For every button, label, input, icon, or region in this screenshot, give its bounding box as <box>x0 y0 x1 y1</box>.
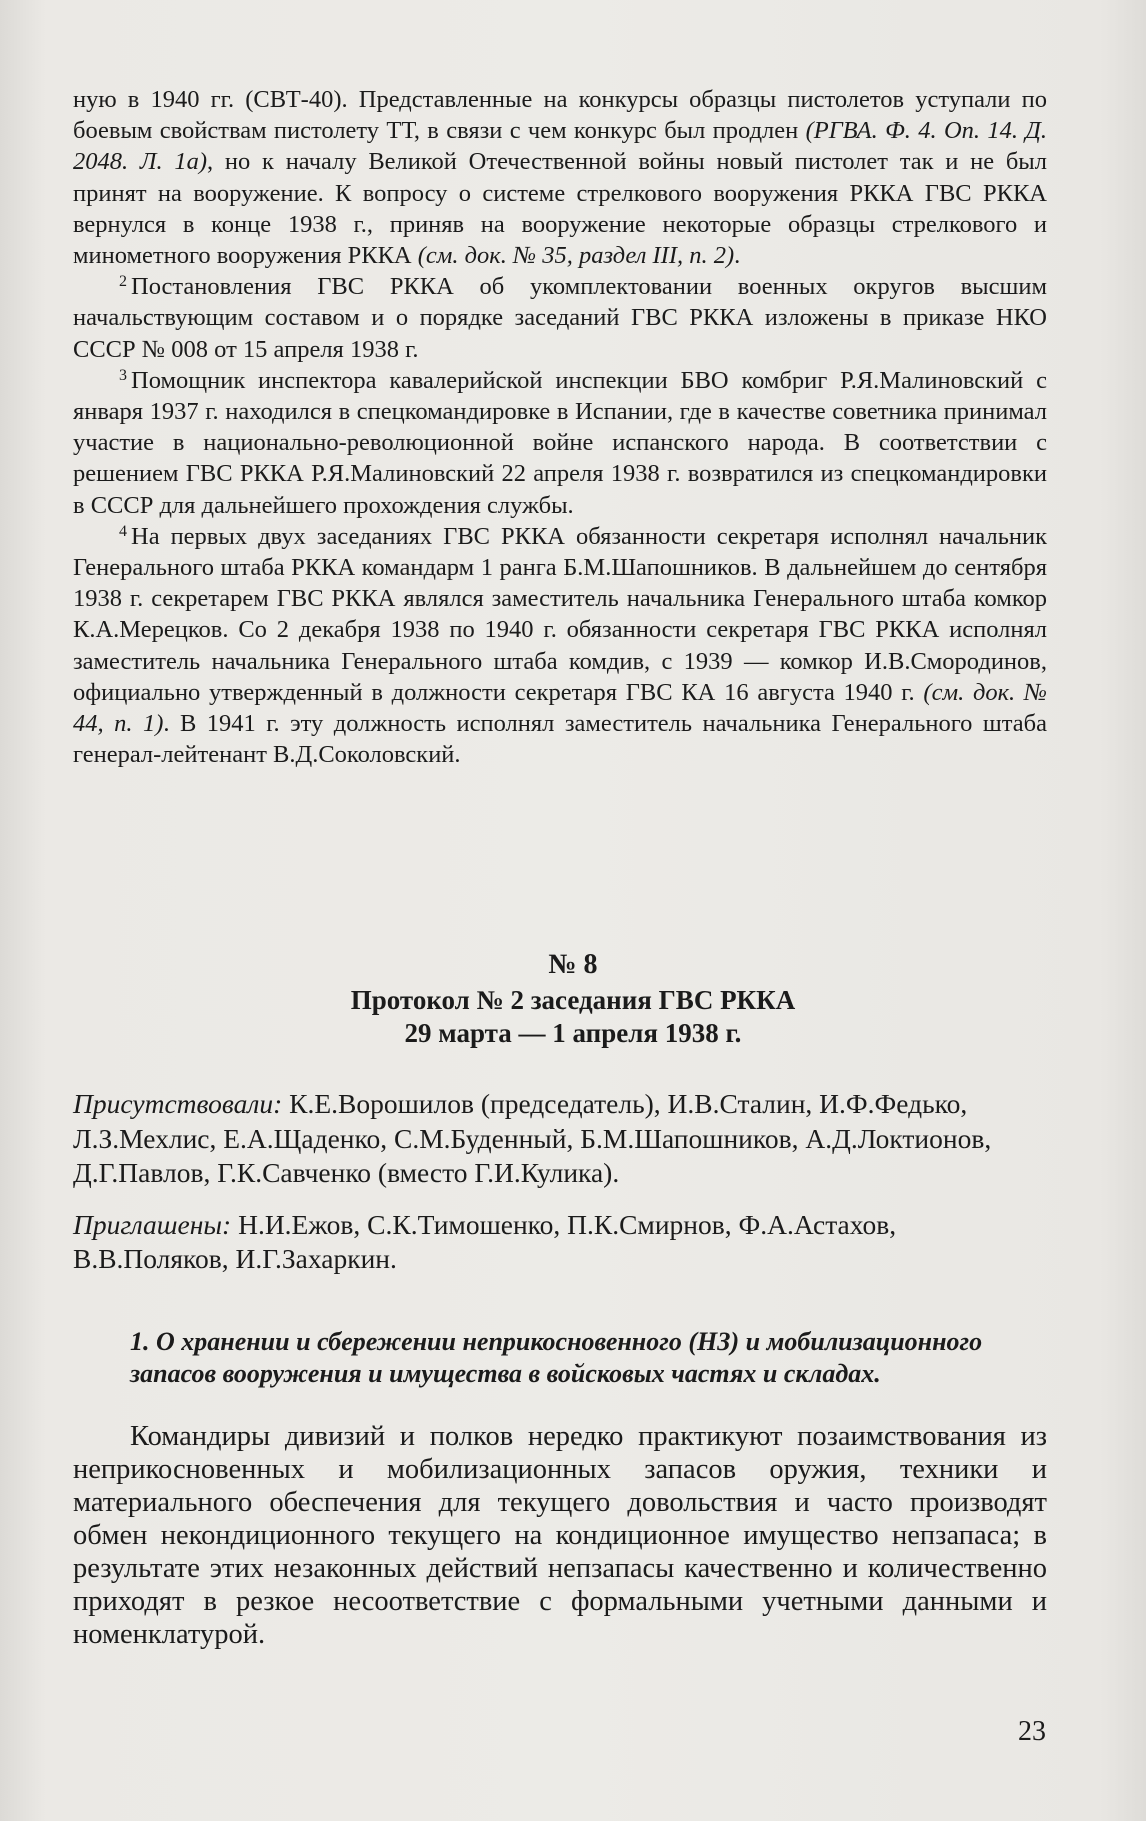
document-number: № 8 <box>548 949 598 980</box>
page-number: 23 <box>1018 1716 1046 1747</box>
footnote-continuation: ную в 1940 гг. (СВТ-40). Представленные на конкурсы образцы пистолетов уступали по боевым свойствам пистолету ТТ, в связи с чем конкурс был продлен (РГВА. Ф. 4. Оп. 14. Д. 2048. Л. 1а), но к началу Великой Отечественной войны новый пистолет так и не был принят на вооружение. К вопросу о системе стрелкового вооружения РККА ГВС РККА вернулся в конце 1938 г., приняв на вооружение некоторые образцы стрелкового и минометного вооружения РККА (см. док. № 35, раздел III, п. 2). <box>73 86 1048 270</box>
present-names: К.Е.Ворошилов (председатель), И.В.Сталин, И.Ф.Федько, Л.З.Мехлис, Е.А.Щаденко, С.М.Буденный, Б.М.Шапошников, А.Д.Локтионов, Д.Г.Павлов, Г.К.Савченко (вместо Г.И.Кулика). <box>73 1088 992 1188</box>
section-heading: 1. О хранении и сбережении неприкосновенного (НЗ) и мобилизационного запасов вооружения и имущества в войсковых частях и складах. <box>130 1327 983 1388</box>
footnote-marker: 3 <box>119 366 127 384</box>
invited-list <box>73 1208 1047 1277</box>
footnote-3: $^3$ Помощник инспектора кавалерийской инспекции БВО комбриг Р.Я.Малиновский с января 1937 г. находился в спецкомандировке в Испании, где в качестве советника принимал участие в национально-революционной войне испанского народа. В соответствии с решением ГВС РККА Р.Я.Малиновский 22 апреля 1938 г. возвратился из спецкомандировки в СССР для дальнейшего прохождения службы. <box>73 366 1047 519</box>
footnotes-block <box>73 84 1047 770</box>
protocol-title-line: Протокол № 2 заседания ГВС РККА <box>350 985 796 1015</box>
invited-label: Приглашены: <box>73 1208 232 1240</box>
footnote-2: $^2$ Постановления ГВС РККА об укомплектовании военных округов высшим начальствующим составом и о порядке заседаний ГВС РККА изложены в приказе НКО СССР № 008 от 15 апреля 1938 г. <box>73 273 1047 363</box>
footnote-4: $^4$ На первых двух заседаниях ГВС РККА обязанности секретаря исполнял начальник Генерального штаба РККА командарм 1 ранга Б.М.Шапошников. В дальнейшем до сентября 1938 г. секретарем ГВС РККА являлся заместитель начальника Генерального штаба комкор К.А.Мерецков. Со 2 декабря 1938 по 1940 г. обязанности секретаря ГВС РККА исполнял заместитель начальника Генерального штаба комдив, с 1939 — комкор И.В.Смородинов, официально утвержденный в должности секретаря ГВС КА 16 августа 1940 г. (см. док. № 44, п. 1). В 1941 г. эту должность исполнял заместитель начальника Генерального штаба генерал-лейтенант В.Д.Соколовский. <box>73 522 1047 769</box>
protocol-title <box>0 984 1146 1050</box>
footnote-marker: 2 <box>119 273 127 291</box>
protocol-date-line: 29 марта — 1 апреля 1938 г. <box>404 1018 742 1048</box>
invited-names: Н.И.Ежов, С.К.Тимошенко, П.К.Смирнов, Ф.А.Астахов, В.В.Поляков, И.Г.Захаркин. <box>73 1208 897 1274</box>
attendance-block <box>73 1087 1047 1294</box>
section-body: Командиры дивизий и полков нередко практикуют позаимствования из неприкосновенных и мобилизационных запасов оружия, техники и материального обеспечения для текущего довольствия и часто производят обмен некондиционного текущего на кондиционное имущество непзапаса; в результате этих незаконных действий непзапасы качественно и количественно приходят в резкое несоответствие с формальными учетными данными и номенклатурой. <box>73 1421 1047 1650</box>
present-list <box>73 1087 1047 1191</box>
document-reference: (см. док. № 35, раздел III, п. 2) <box>417 242 735 270</box>
footnote-marker: 4 <box>119 522 127 540</box>
present-label: Присутствовали: <box>73 1088 283 1119</box>
document-reference: (см. док. № 44, п. 1) <box>73 678 1047 738</box>
archive-reference: (РГВА. Ф. 4. Оп. 14. Д. 2048. Л. 1а) <box>73 117 1048 176</box>
